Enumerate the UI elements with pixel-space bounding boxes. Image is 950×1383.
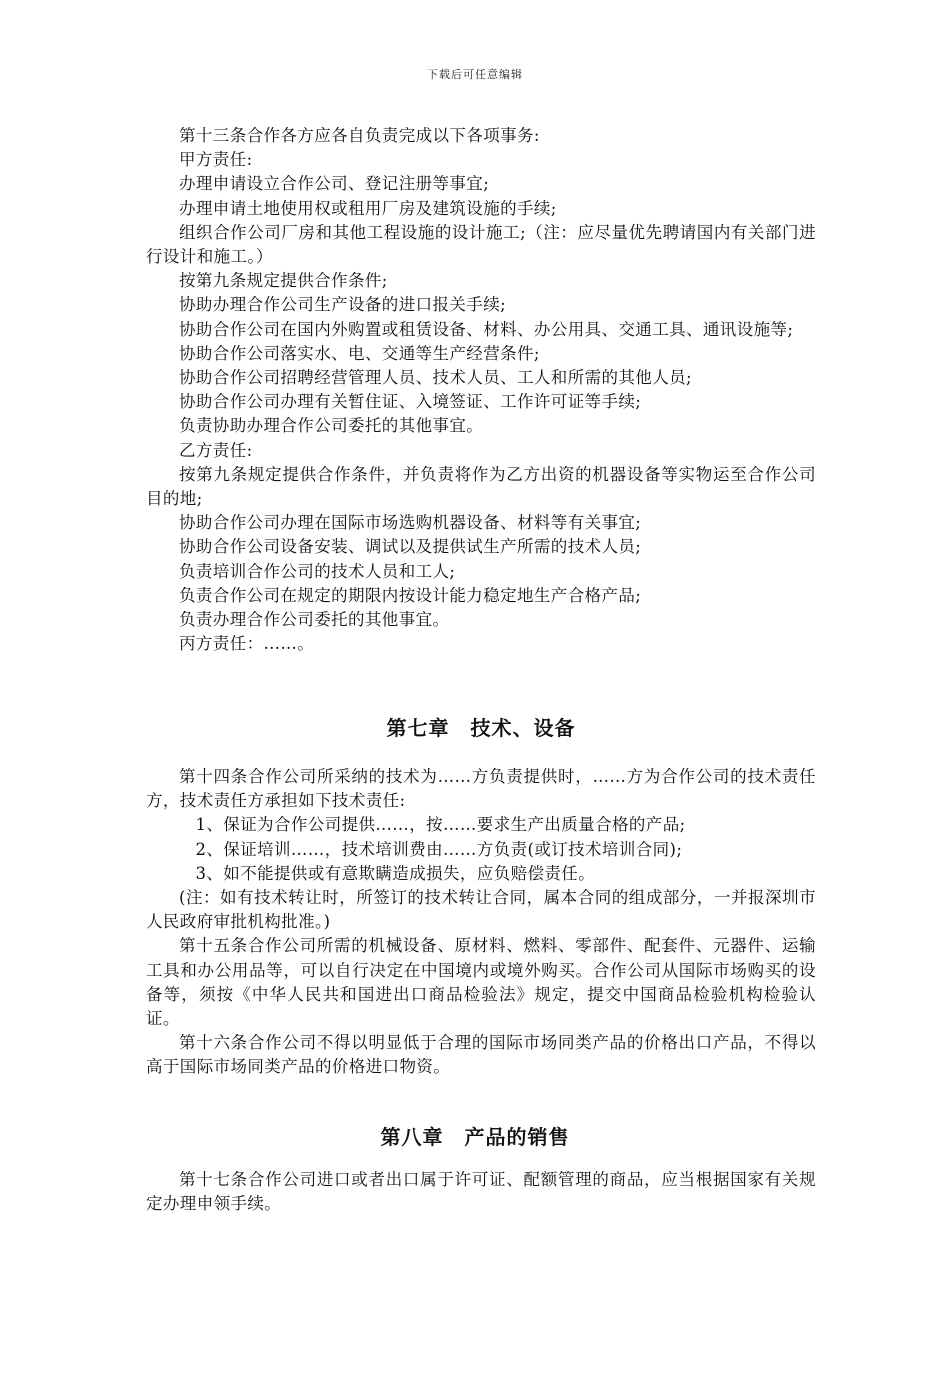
paragraph: 组织合作公司厂房和其他工程设施的设计施工;（注：应尽量优先聘请国内有关部门进行设计和施工。）: [146, 222, 816, 267]
paragraph: 按第九条规定提供合作条件，并负责将作为乙方出资的机器设备等实物运至合作公司目的地;: [146, 464, 816, 509]
chapter-8-heading: 第八章 产品的销售: [380, 1125, 570, 1149]
paragraph: 甲方责任:: [179, 150, 253, 170]
paragraph: 负责办理合作公司委托的其他事宜。: [179, 610, 450, 630]
paragraph: 第十七条合作公司进口或者出口属于许可证、配额管理的商品，应当根据国家有关规定办理申领手续。: [146, 1170, 816, 1214]
paragraph: 负责合作公司在规定的期限内按设计能力稳定地生产合格产品;: [179, 585, 642, 605]
numbered-item: 2、保证培训……，技术培训费由……方负责(或订技术培训合同);: [195, 839, 683, 859]
chapter-7-section: [146, 765, 816, 1383]
paragraph: 乙方责任:: [179, 440, 253, 460]
paragraph: 负责培训合作公司的技术人员和工人;: [179, 561, 456, 581]
paragraph: 第十三条合作各方应各自负责完成以下各项事务:: [179, 126, 540, 145]
paragraph: 办理申请设立合作公司、登记注册等事宜;: [179, 174, 490, 194]
article-13-section: [146, 124, 816, 712]
chapter-8-section: [146, 1168, 816, 1216]
paragraph: 协助合作公司在国内外购置或租赁设备、材料、办公用具、交通工具、通讯设施等;: [179, 319, 794, 339]
paragraph: 协助合作公司招聘经营管理人员、技术人员、工人和所需的其他人员;: [179, 368, 692, 388]
paragraph: 协助合作公司办理在国际市场选购机器设备、材料等有关事宜;: [179, 513, 642, 533]
paragraph: 协助合作公司设备安装、调试以及提供试生产所需的技术人员;: [179, 537, 642, 557]
paragraph: (注：如有技术转让时，所签订的技术转让合同，属本合同的组成部分，一并报深圳市人民政府审批机构批准。): [146, 888, 816, 932]
paragraph: 第十四条合作公司所采纳的技术为……方负责提供时，……方为合作公司的技术责任方，技术责任方承担如下技术责任:: [146, 767, 816, 811]
paragraph: 第十六条合作公司不得以明显低于合理的国际市场同类产品的价格出口产品，不得以高于国际市场同类产品的价格进口物资。: [146, 1033, 816, 1077]
numbered-item: 3、如不能提供或有意欺瞒造成损失，应负赔偿责任。: [195, 863, 596, 883]
paragraph: 丙方责任：……。: [179, 634, 315, 654]
numbered-item: 1、保证为合作公司提供……，按……要求生产出质量合格的产品;: [195, 815, 686, 835]
paragraph: 协助办理合作公司生产设备的进口报关手续;: [179, 295, 507, 315]
page-header: 下载后可任意编辑: [427, 68, 523, 81]
paragraph: 协助合作公司落实水、电、交通等生产经营条件;: [179, 343, 540, 363]
paragraph: 按第九条规定提供合作条件;: [179, 271, 388, 291]
paragraph: 负责协助办理合作公司委托的其他事宜。: [179, 416, 484, 436]
paragraph: 办理申请土地使用权或租用厂房及建筑设施的手续;: [179, 198, 557, 218]
paragraph: 第十五条合作公司所需的机械设备、原材料、燃料、零部件、配套件、元器件、运输工具和办公用品等，可以自行决定在中国境内或境外购买。合作公司从国际市场购买的设备等，须按《中华人民共和国进出口商品检验法》规定，提交中国商品检验机构检验认证。: [146, 936, 816, 1029]
paragraph: 协助合作公司办理有关暂住证、入境签证、工作许可证等手续;: [179, 392, 642, 412]
chapter-7-heading: 第七章 技术、设备: [386, 716, 576, 740]
